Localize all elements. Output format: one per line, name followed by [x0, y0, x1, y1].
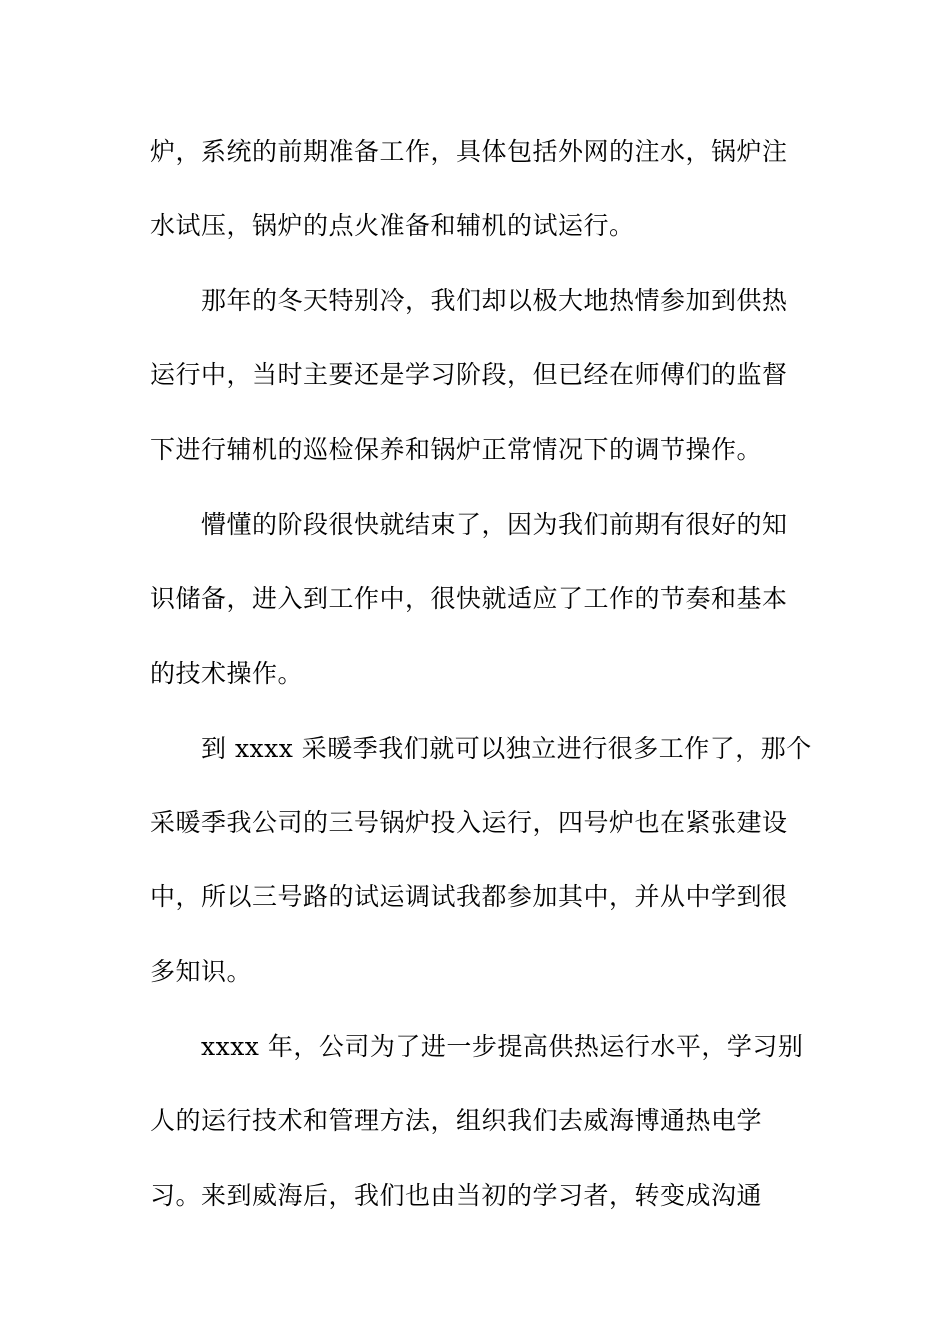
text-line: 的技术操作。	[150, 659, 304, 688]
text-line: 中，所以三号路的试运调试我都参加其中，并从中学到很	[150, 882, 788, 911]
text-line: 水试压，锅炉的点火准备和辅机的试运行。	[150, 211, 635, 240]
text-line: 人的运行技术和管理方法，组织我们去威海博通热电学	[150, 1106, 763, 1135]
paragraph-first-line: 懵懂的阶段很快就结束了，因为我们前期有很好的知	[201, 510, 788, 539]
text-line: 习。来到威海后，我们也由当初的学习者，转变成沟通	[150, 1181, 763, 1210]
text-line: 下进行辅机的巡检保养和锅炉正常情况下的调节操作。	[150, 435, 763, 464]
text-line: 运行中，当时主要还是学习阶段，但已经在师傅们的监督	[150, 360, 788, 389]
text-line: 炉，系统的前期准备工作，具体包括外网的注水，锅炉注	[150, 137, 788, 166]
text-line: 识储备，进入到工作中，很快就适应了工作的节奏和基本	[150, 584, 788, 613]
text-line: 采暖季我公司的三号锅炉投入运行，四号炉也在紧张建设	[150, 808, 788, 837]
paragraph-first-line: 到 xxxx 采暖季我们就可以独立进行很多工作了，那个	[201, 734, 812, 763]
paragraph-first-line: 那年的冬天特别冷，我们却以极大地热情参加到供热	[201, 286, 788, 315]
text-line: 多知识。	[150, 957, 253, 986]
paragraph-first-line: xxxx 年，公司为了进一步提高供热运行水平，学习别	[201, 1032, 804, 1061]
